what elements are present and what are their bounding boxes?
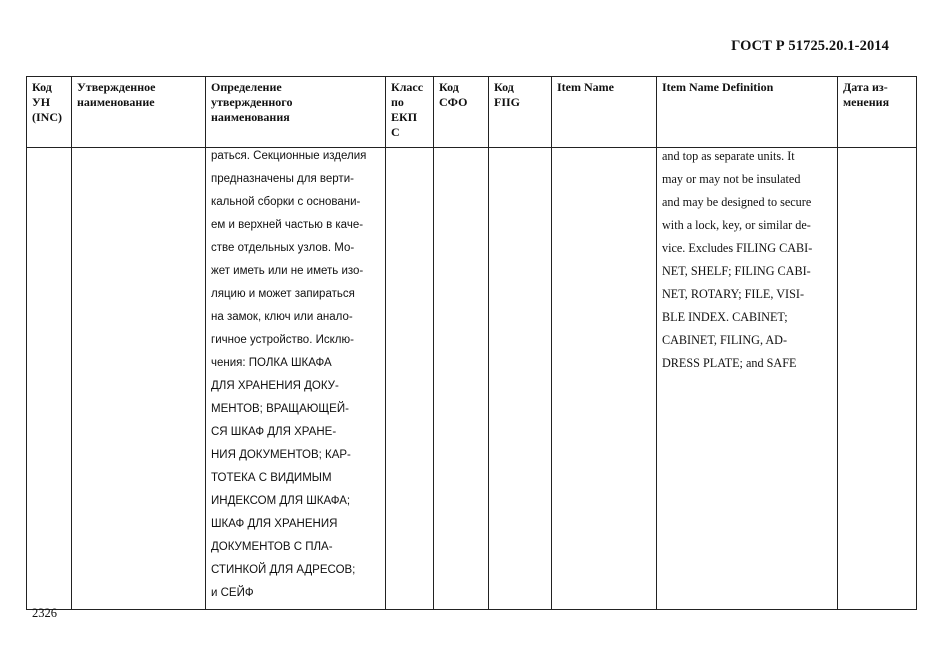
definition-en-line: with a lock, key, or similar de- xyxy=(662,218,811,232)
definition-en-line: and may be designed to secure xyxy=(662,195,812,209)
definition-ru-line: чения: ПОЛКА ШКАФА xyxy=(211,357,332,369)
definition-ru-line: ДОКУМЕНТОВ С ПЛА- xyxy=(211,541,333,553)
header-approved-name: Утвержденное наименование xyxy=(72,77,206,148)
definition-en-line: and top as separate units. It xyxy=(662,149,795,163)
definition-ru-line: СЯ ШКАФ ДЛЯ ХРАНЕ- xyxy=(211,426,337,438)
page-number: 2326 xyxy=(32,606,57,620)
definition-en-line: BLE INDEX. CABINET; xyxy=(662,310,788,324)
cell-class xyxy=(386,148,434,610)
cell-definition-ru xyxy=(206,148,386,610)
header-item-name-definition: Item Name Definition xyxy=(657,77,838,148)
specification-table xyxy=(26,76,917,610)
cell-change-date xyxy=(838,148,917,610)
definition-ru-line: НИЯ ДОКУМЕНТОВ; КАР- xyxy=(211,449,351,461)
cell-definition-en xyxy=(657,148,838,610)
table-row xyxy=(27,148,917,610)
header-change-date: Дата из- менения xyxy=(838,77,917,148)
header-inc-code: Код УН (INC) xyxy=(27,77,72,148)
header-sfo-code: Код СФО xyxy=(434,77,489,148)
definition-ru-line: ляцию и может запираться xyxy=(211,288,355,300)
cell-item-name xyxy=(552,148,657,610)
definition-ru-line: ИНДЕКСОМ ДЛЯ ШКАФА; xyxy=(211,495,351,507)
definition-ru-line: предназначены для верти- xyxy=(211,173,354,185)
definition-ru-line: стве отдельных узлов. Мо- xyxy=(211,242,355,254)
header-fiig-code: Код FIIG xyxy=(489,77,552,148)
definition-ru-line: СТИНКОЙ ДЛЯ АДРЕСОВ; xyxy=(211,564,356,576)
definition-ru-line: раться. Секционные изделия xyxy=(211,150,367,162)
definition-ru-line: ДЛЯ ХРАНЕНИЯ ДОКУ- xyxy=(211,380,339,392)
definition-ru-line: и СЕЙФ xyxy=(211,587,254,599)
header-item-name: Item Name xyxy=(552,77,657,148)
definition-ru-line: ТОТЕКА С ВИДИМЫМ xyxy=(211,472,332,484)
definition-en-line: NET, ROTARY; FILE, VISI- xyxy=(662,287,805,301)
document-code: ГОСТ Р 51725.20.1-2014 xyxy=(731,38,889,54)
definition-en-line: CABINET, FILING, AD- xyxy=(662,333,788,347)
definition-ru-line: ШКАФ ДЛЯ ХРАНЕНИЯ xyxy=(211,518,338,530)
definition-en-line: DRESS PLATE; and SAFE xyxy=(662,356,797,370)
definition-ru-line: жет иметь или не иметь изо- xyxy=(211,265,364,277)
cell-inc-code xyxy=(27,148,72,610)
definition-en-line: may or may not be insulated xyxy=(662,172,801,186)
definition-ru-line: ем и верхней частью в каче- xyxy=(211,219,364,231)
header-class: Класс по ЕКП С xyxy=(386,77,434,148)
cell-sfo-code xyxy=(434,148,489,610)
cell-fiig-code xyxy=(489,148,552,610)
cell-approved-name xyxy=(72,148,206,610)
header-name-definition: Определение утвержденного наименования xyxy=(206,77,386,148)
definition-ru-line: МЕНТОВ; ВРАЩАЮЩЕЙ- xyxy=(211,403,349,415)
header-row xyxy=(27,77,917,148)
definition-en-line: NET, SHELF; FILING CABI- xyxy=(662,264,811,278)
definition-ru-line: гичное устройство. Исклю- xyxy=(211,334,354,346)
definition-ru-line: на замок, ключ или анало- xyxy=(211,311,353,323)
definition-ru-line: кальной сборки с основани- xyxy=(211,196,361,208)
definition-en-line: vice. Excludes FILING CABI- xyxy=(662,241,813,255)
